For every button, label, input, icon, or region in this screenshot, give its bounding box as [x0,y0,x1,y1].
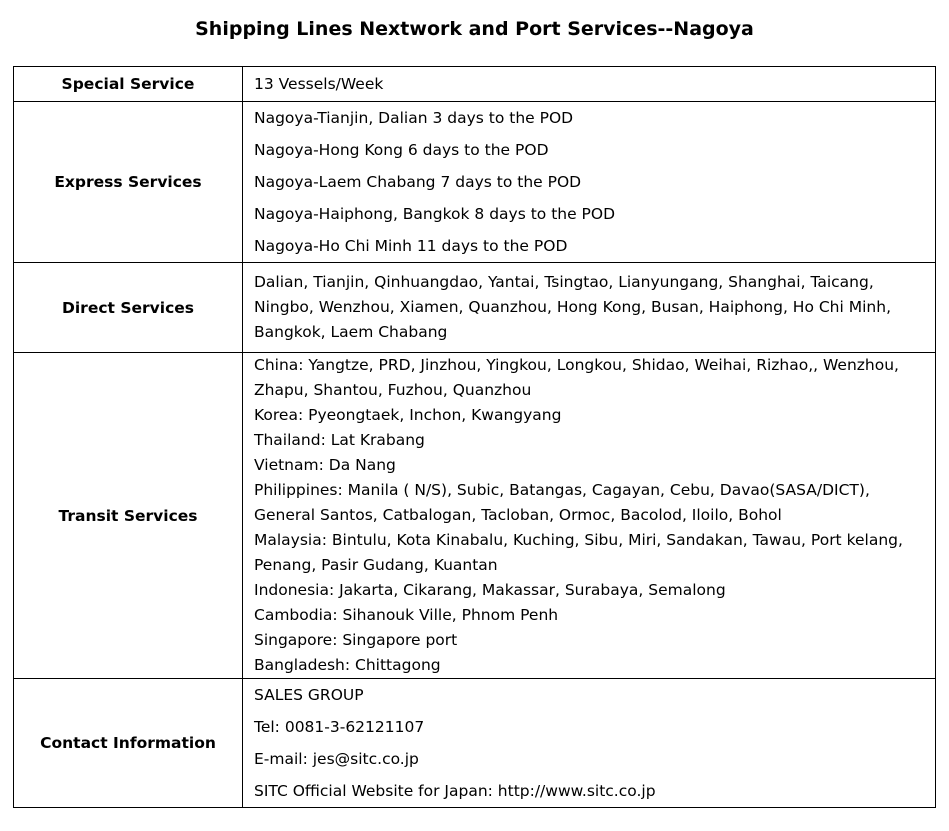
direct-services-label: Direct Services [14,263,243,353]
transit-service-line: Philippines: Manila ( N/S), Subic, Batangas, Cagayan, Cebu, Davao(SASA/DICT), General Santos, Catbalogan, Tacloban, Ormoc, Bacolod, Iloilo, Bohol [254,481,870,524]
direct-services-value [243,263,936,353]
transit-services-label: Transit Services [14,353,243,679]
contact-website: SITC Official Website for Japan: http://www.sitc.co.jp [254,782,656,800]
table-row-contact-information [14,679,936,808]
transit-services-value [243,353,936,679]
express-service-line: Nagoya-Hong Kong 6 days to the POD [254,141,549,159]
services-table [13,66,936,808]
special-service-label: Special Service [14,67,243,102]
table-row-direct-services [14,263,936,353]
contact-phone: Tel: 0081-3-62121107 [254,718,425,736]
page-title: Shipping Lines Nextwork and Port Services--Nagoya [195,18,754,40]
transit-service-line: Malaysia: Bintulu, Kota Kinabalu, Kuching, Sibu, Miri, Sandakan, Tawau, Port kelang, Penang, Pasir Gudang, Kuantan [254,531,903,574]
express-service-line: Nagoya-Ho Chi Minh 11 days to the POD [254,237,568,255]
transit-service-line: Cambodia: Sihanouk Ville, Phnom Penh [254,606,559,624]
transit-service-line: Indonesia: Jakarta, Cikarang, Makassar, Surabaya, Semalong [254,581,726,599]
express-services-label: Express Services [14,102,243,263]
contact-information-value [243,679,936,808]
express-service-line: Nagoya-Tianjin, Dalian 3 days to the POD [254,109,574,127]
transit-service-line: Vietnam: Da Nang [254,456,396,474]
transit-service-line: Thailand: Lat Krabang [254,431,425,449]
transit-service-line: Singapore: Singapore port [254,631,458,649]
contact-sales-group: SALES GROUP [254,686,364,704]
direct-services-text: Dalian, Tianjin, Qinhuangdao, Yantai, Tsingtao, Lianyungang, Shanghai, Taicang, Ningbo, Wenzhou, Xiamen, Quanzhou, Hong Kong, Busan, Haiphong, Ho Chi Minh, Bangkok, Laem Chabang [254,273,891,341]
transit-service-line: China: Yangtze, PRD, Jinzhou, Yingkou, Longkou, Shidao, Weihai, Rizhao,, Wenzhou, Zhapu, Shantou, Fuzhou, Quanzhou [254,356,899,399]
table-row-express-services [14,102,936,263]
contact-information-label: Contact Information [14,679,243,808]
express-services-value [243,102,936,263]
express-service-line: Nagoya-Haiphong, Bangkok 8 days to the POD [254,205,616,223]
contact-email: E-mail: jes@sitc.co.jp [254,750,419,768]
special-service-value: 13 Vessels/Week [243,67,936,102]
transit-service-line: Korea: Pyeongtaek, Inchon, Kwangyang [254,406,562,424]
table-row-special-service [14,67,936,102]
transit-service-line: Bangladesh: Chittagong [254,656,441,674]
table-row-transit-services [14,353,936,679]
express-service-line: Nagoya-Laem Chabang 7 days to the POD [254,173,582,191]
